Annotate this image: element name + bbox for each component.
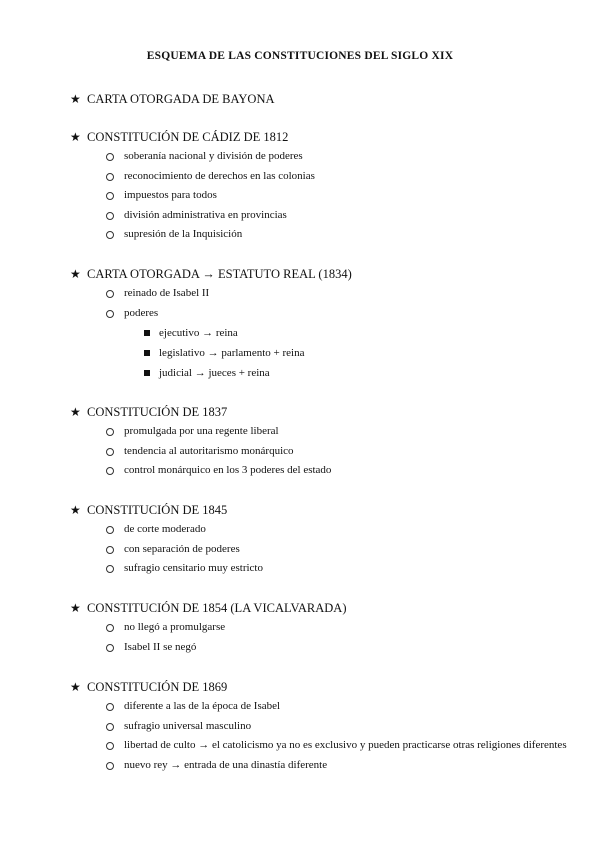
section-list xyxy=(70,618,590,657)
section-list xyxy=(70,284,590,323)
list-item-text: tendencia al autoritarismo monárquico xyxy=(124,444,294,457)
sub-list xyxy=(70,323,590,383)
circle-bullet-icon xyxy=(106,153,114,161)
section-heading-text: CONSTITUCIÓN DE 1854 (LA VICALVARADA) xyxy=(87,601,347,615)
circle-bullet-icon xyxy=(106,173,114,181)
list-item xyxy=(70,540,590,560)
section-heading xyxy=(70,264,590,284)
sub-list-item-text: legislativo → parlamento + reina xyxy=(159,347,305,360)
list-item-text: sufragio universal masculino xyxy=(124,719,252,732)
section-heading-text: CARTA OTORGADA → ESTATUTO REAL (1834) xyxy=(87,267,352,281)
section-heading xyxy=(70,677,590,697)
section-1837 xyxy=(70,402,590,481)
list-item xyxy=(70,717,590,737)
section-heading xyxy=(70,402,590,422)
circle-bullet-icon xyxy=(106,723,114,731)
section-heading xyxy=(70,598,590,618)
circle-bullet-icon xyxy=(106,192,114,200)
circle-bullet-icon xyxy=(106,428,114,436)
star-icon: ★ xyxy=(70,503,81,517)
circle-bullet-icon xyxy=(106,526,114,534)
square-bullet-icon xyxy=(144,370,150,376)
list-item-text: reconocimiento de derechos en las colonias xyxy=(124,169,315,182)
list-item xyxy=(70,186,590,206)
circle-bullet-icon xyxy=(106,546,114,554)
section-list xyxy=(70,422,590,481)
circle-bullet-icon xyxy=(106,231,114,239)
list-item-text: reinado de Isabel II xyxy=(124,287,210,299)
list-item xyxy=(70,422,590,442)
list-item xyxy=(70,284,590,304)
list-item-text: supresión de la Inquisición xyxy=(124,228,243,241)
section-bayona xyxy=(70,89,590,109)
list-item-text: control monárquico en los 3 poderes del estado xyxy=(124,464,332,477)
section-heading-text: CONSTITUCIÓN DE 1837 xyxy=(87,405,228,419)
list-item xyxy=(70,461,590,481)
list-item xyxy=(70,736,590,756)
section-heading-text: CONSTITUCIÓN DE CÁDIZ DE 1812 xyxy=(87,130,289,144)
section-heading xyxy=(70,500,590,520)
star-icon: ★ xyxy=(70,405,81,419)
star-icon: ★ xyxy=(70,267,81,281)
list-item-text: división administrativa en provincias xyxy=(124,208,287,221)
section-1854-vicalvarada xyxy=(70,598,590,657)
list-item xyxy=(70,697,590,717)
section-heading xyxy=(70,89,590,109)
circle-bullet-icon xyxy=(106,762,114,770)
section-estatuto-real xyxy=(70,264,590,383)
list-item xyxy=(70,559,590,579)
star-icon: ★ xyxy=(70,130,81,144)
section-list xyxy=(70,697,590,775)
list-item xyxy=(70,618,590,638)
list-item-text: Isabel II se negó xyxy=(124,640,197,653)
section-list xyxy=(70,147,590,245)
circle-bullet-icon xyxy=(106,644,114,652)
page-title: ESQUEMA DE LAS CONSTITUCIONES DEL SIGLO XIX xyxy=(146,50,454,62)
circle-bullet-icon xyxy=(106,624,114,632)
list-item xyxy=(70,147,590,167)
circle-bullet-icon xyxy=(106,310,114,318)
list-item-text: libertad de culto → el catolicismo ya no es exclusivo y pueden practicarse otras religiones diferentes xyxy=(124,739,567,752)
sub-list-item-text: judicial → jueces + reina xyxy=(159,367,270,380)
circle-bullet-icon xyxy=(106,467,114,475)
list-item xyxy=(70,442,590,462)
circle-bullet-icon xyxy=(106,703,114,711)
section-heading xyxy=(70,127,590,147)
list-item-text: diferente a las de la época de Isabel xyxy=(124,700,281,712)
list-item xyxy=(70,225,590,245)
section-heading-text: CONSTITUCIÓN DE 1845 xyxy=(87,503,228,517)
star-icon: ★ xyxy=(70,680,81,694)
sub-list-item-text: ejecutivo → reina xyxy=(159,327,238,340)
section-list xyxy=(70,520,590,579)
list-item-text: nuevo rey → entrada de una dinastía diferente xyxy=(124,758,328,771)
list-item xyxy=(70,638,590,658)
section-1869 xyxy=(70,677,590,775)
section-cadiz-1812 xyxy=(70,127,590,245)
list-item-text: sufragio censitario muy estricto xyxy=(124,562,263,575)
list-item-text: soberanía nacional y división de poderes xyxy=(124,150,303,162)
list-item xyxy=(70,167,590,187)
list-item-text: de corte moderado xyxy=(124,523,206,535)
list-item-text: promulgada por una regente liberal xyxy=(124,425,279,437)
list-item xyxy=(70,520,590,540)
section-heading-text: CARTA OTORGADA DE BAYONA xyxy=(87,92,275,106)
square-bullet-icon xyxy=(144,330,150,336)
circle-bullet-icon xyxy=(106,565,114,573)
circle-bullet-icon xyxy=(106,212,114,220)
section-heading-text: CONSTITUCIÓN DE 1869 xyxy=(87,680,228,694)
circle-bullet-icon xyxy=(106,448,114,456)
section-1845 xyxy=(70,500,590,579)
sub-list-item xyxy=(70,363,590,383)
list-item-text: poderes xyxy=(124,306,159,319)
list-item xyxy=(70,756,590,776)
star-icon: ★ xyxy=(70,92,81,106)
square-bullet-icon xyxy=(144,350,150,356)
circle-bullet-icon xyxy=(106,290,114,298)
sub-list-item xyxy=(70,343,590,363)
sub-list-item xyxy=(70,323,590,343)
list-item-text: no llegó a promulgarse xyxy=(124,621,226,633)
star-icon: ★ xyxy=(70,601,81,615)
circle-bullet-icon xyxy=(106,742,114,750)
list-item xyxy=(70,304,590,324)
list-item xyxy=(70,206,590,226)
list-item-text: impuestos para todos xyxy=(124,189,217,202)
list-item-text: con separación de poderes xyxy=(124,542,240,555)
